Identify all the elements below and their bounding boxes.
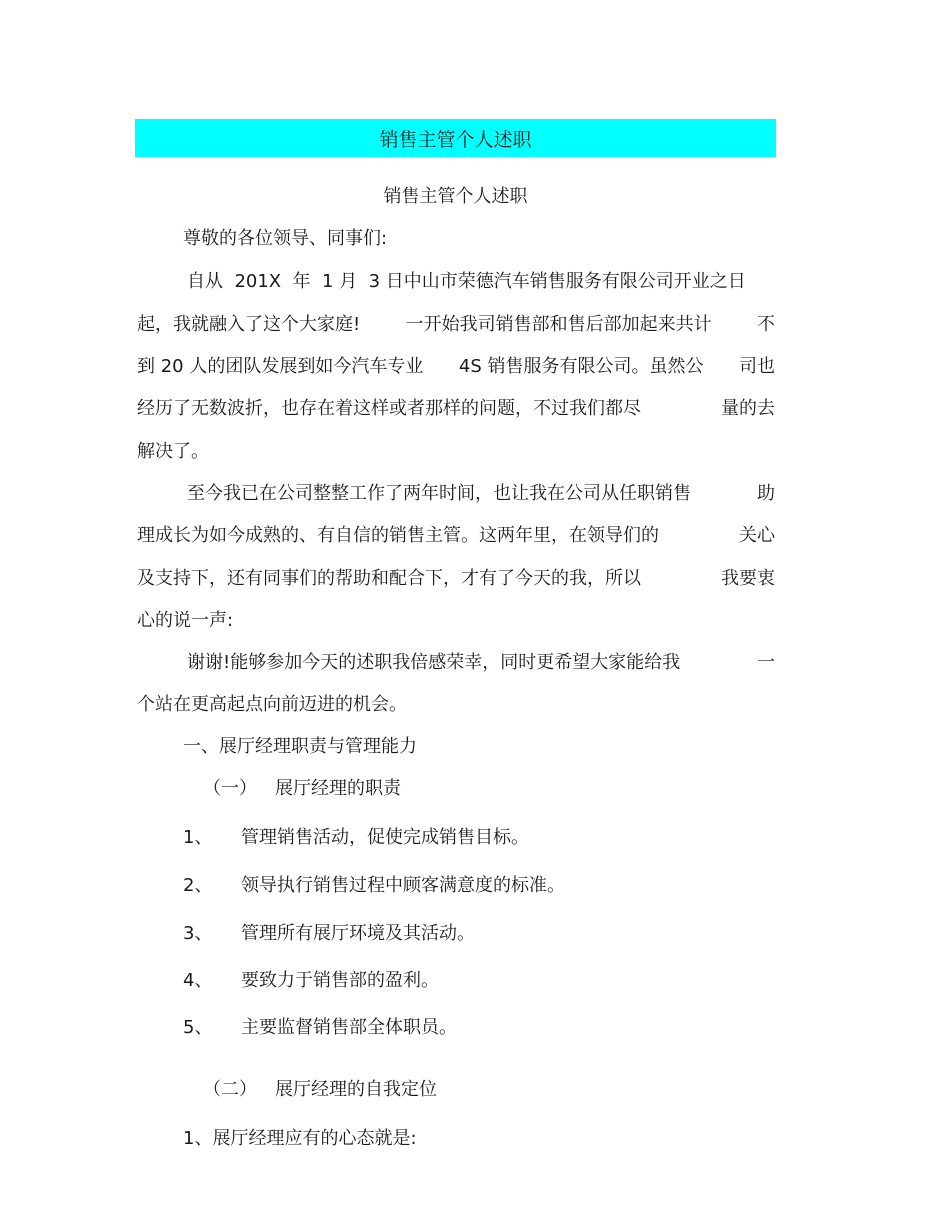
- para3-line1-part1: 谢谢!能够参加今天的述职我倍感荣幸，同时更希望大家能给我: [187, 652, 681, 673]
- para2-line2: [137, 524, 775, 548]
- document-title-banner: [135, 119, 776, 157]
- para1-line2-part2: 一开始我司销售部和售后部加起来共计: [405, 314, 712, 335]
- para1-line2: [137, 313, 775, 337]
- list-item-number: 3、: [183, 923, 213, 944]
- section1-heading: 一、展厅经理职责与管理能力: [183, 736, 417, 757]
- para2-line1-part2: 助: [757, 483, 775, 504]
- document-subtitle: 销售主管个人述职: [383, 186, 528, 207]
- para2-line3-part2: 我要衷: [721, 568, 775, 589]
- para3-line2: 个站在更高起点向前迈进的机会。: [137, 694, 407, 715]
- para3-line1: [187, 651, 775, 675]
- para1-line2-part3: 不: [757, 314, 775, 335]
- para2-line2-part1: 理成长为如今成熟的、有自信的销售主管。这两年里，在领导们的: [137, 525, 659, 546]
- list-item-text: 管理所有展厅环境及其活动。: [241, 923, 475, 944]
- list-item-text: 领导执行销售过程中顾客满意度的标准。: [241, 875, 565, 896]
- para2-line1: [187, 482, 775, 506]
- para2-line2-part2: 关心: [739, 525, 775, 546]
- para2-line3-part1: 及支持下，还有同事们的帮助和配合下，才有了今天的我，所以: [137, 568, 641, 589]
- list-item-number: 4、: [183, 970, 213, 991]
- para1-line4-part1: 经历了无数波折，也存在着这样或者那样的问题，不过我们都尽: [137, 398, 641, 419]
- list-item-number: 2、: [183, 875, 213, 896]
- subsection1-label: （一）: [203, 778, 257, 799]
- subsection2-title: 展厅经理的自我定位: [275, 1079, 437, 1100]
- para1-line3-part2: 4S 销售服务有限公司。虽然公: [458, 356, 704, 377]
- subsection2-label: （二）: [203, 1079, 257, 1100]
- para2-line3: [137, 567, 775, 591]
- list-item-text: 管理销售活动，促使完成销售目标。: [241, 827, 529, 848]
- para1-line3-part3: 司也: [739, 356, 775, 377]
- para2-line4: 心的说一声:: [137, 610, 234, 631]
- para1-line4: [137, 397, 775, 421]
- para1-line3: [137, 355, 775, 379]
- para1-line4-part2: 量的去: [721, 398, 775, 419]
- para3-line1-part2: 一: [757, 652, 775, 673]
- para2-line1-part1: 至今我已在公司整整工作了两年时间，也让我在公司从任职销售: [187, 483, 691, 504]
- para1-line2-part1: 起，我就融入了这个大家庭!: [137, 314, 361, 335]
- para1-line5: 解决了。: [137, 441, 209, 462]
- para1-line1: 自从 201X 年 1 月 3 日中山市荣德汽车销售服务有限公司开业之日: [187, 271, 746, 292]
- list-item-text: 主要监督销售部全体职员。: [241, 1017, 457, 1038]
- subsection1-title: 展厅经理的职责: [275, 778, 401, 799]
- list-item-text: 要致力于销售部的盈利。: [241, 970, 439, 991]
- list-item-number: 1、: [183, 827, 213, 848]
- list-item-number: 5、: [183, 1017, 213, 1038]
- document-title: 销售主管个人述职: [379, 128, 532, 151]
- greeting: 尊敬的各位领导、同事们:: [183, 228, 388, 249]
- mindset-line: 1、展厅经理应有的心态就是:: [183, 1128, 417, 1149]
- para1-line3-part1: 到 20 人的团队发展到如今汽车专业: [137, 356, 424, 377]
